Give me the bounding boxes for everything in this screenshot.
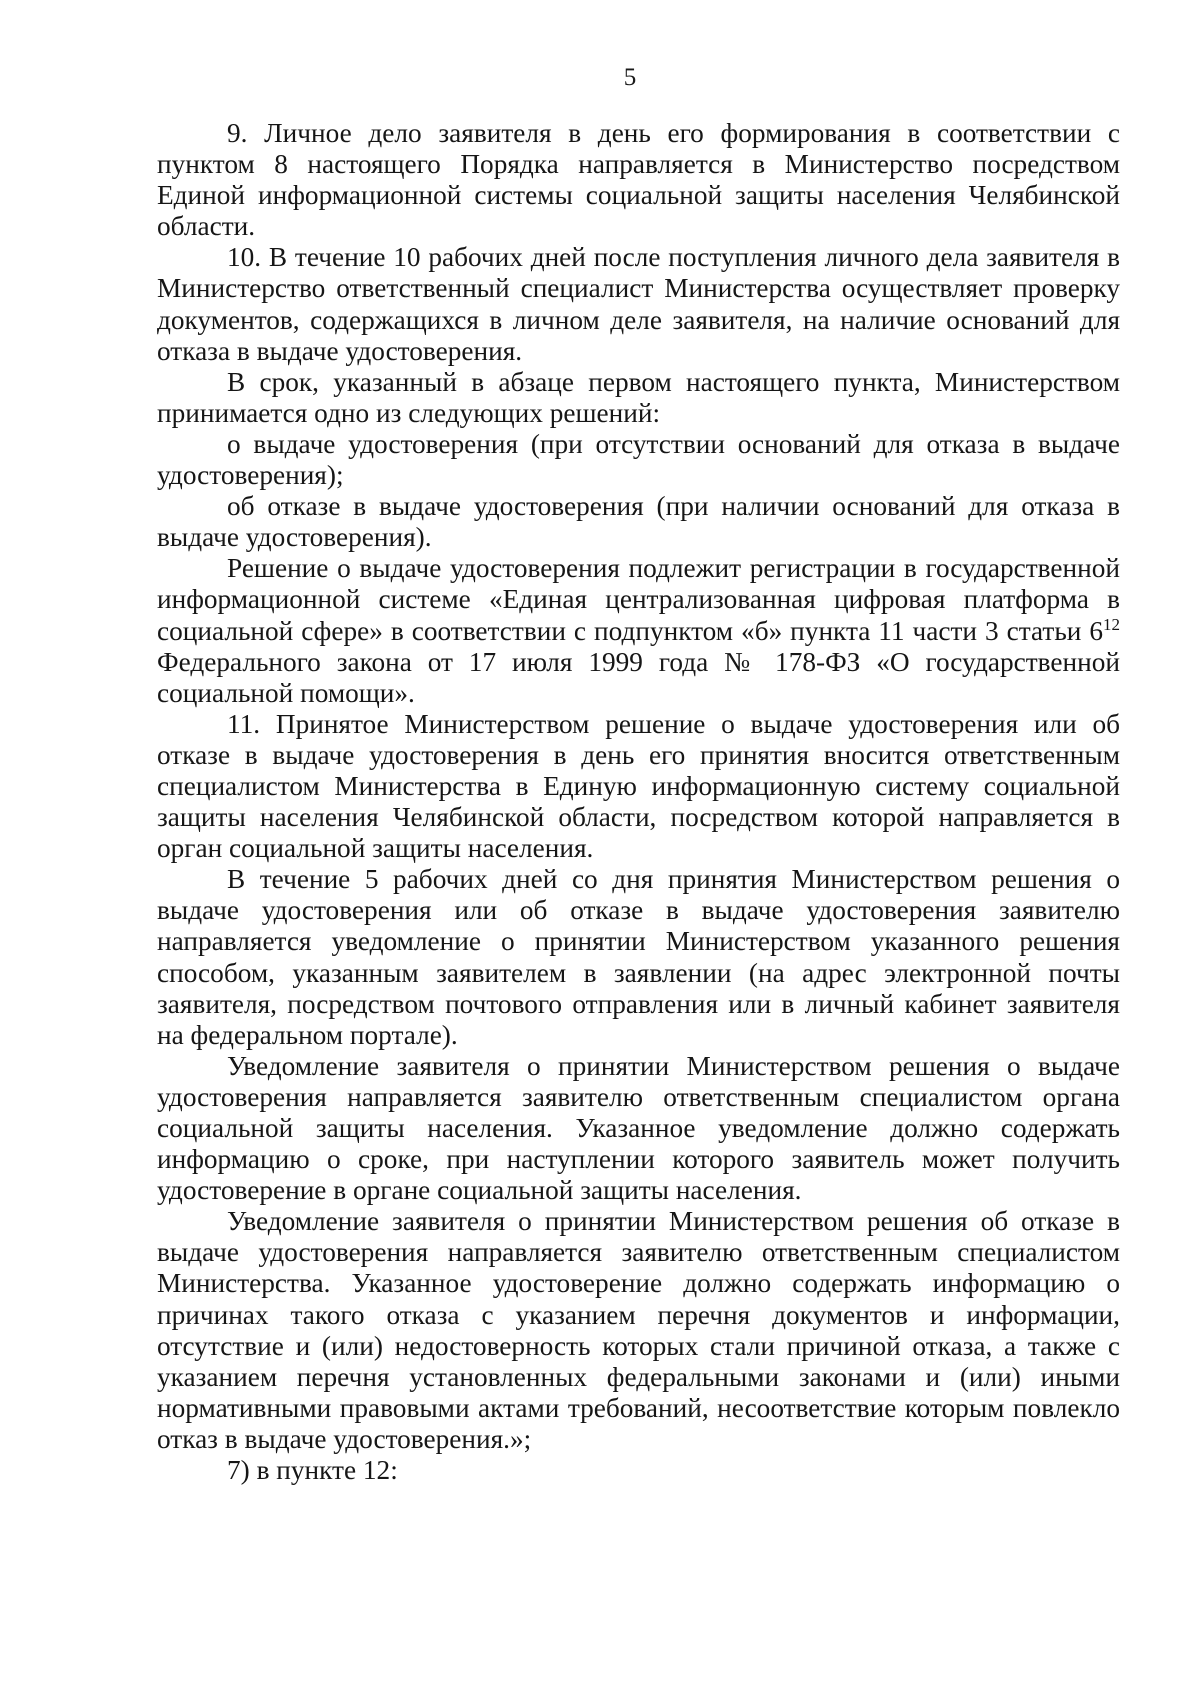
paragraph-notification-refuse: Уведомление заявителя о принятии Министерством решения об отказе в выдаче удостоверения направляется заявителю ответственным специалистом Министерства. Указанное удостоверение должно содержать информацию о причинах такого отказа с указанием перечня документов и информации, отсутствие и (или) недостоверность которых стали причиной отказа, а также с указанием перечня установленных федеральными законами и (или) иными нормативными правовыми актами требований, несоответствие которым повлекло отказ в выдаче удостоверения.»; — [157, 1206, 1120, 1454]
paragraph-decisions-intro: В срок, указанный в абзаце первом настоящего пункта, Министерством принимается одно из следующих решений: — [157, 366, 1120, 428]
paragraph-notification-issue: Уведомление заявителя о принятии Министерством решения о выдаче удостоверения направляется заявителю ответственным специалистом органа социальной защиты населения. Указанное уведомление должно содержать информацию о сроке, при наступлении которого заявитель может получить удостоверение в органе социальной защиты населения. — [157, 1050, 1120, 1206]
paragraph-item-11: 11. Принятое Министерством решение о выдаче удостоверения или об отказе в выдаче удостоверения в день его принятия вносится ответственным специалистом Министерства в Единую информационную систему социальной защиты населения Челябинской области, посредством которой направляется в орган социальной защиты населения. — [157, 708, 1120, 864]
registration-text-after: Федерального закона от 17 июля 1999 года № 178-ФЗ «О государственной социальной помощи». — [157, 646, 1120, 708]
paragraph-item-7: 7) в пункте 12: — [227, 1455, 398, 1486]
document-body — [157, 118, 1120, 1486]
paragraph-decision-refuse: об отказе в выдаче удостоверения (при наличии оснований для отказа в выдаче удостоверения). — [157, 491, 1120, 553]
registration-text-before: Решение о выдаче удостоверения подлежит регистрации в государственной информационной системе «Единая централизованная цифровая платформа в социальной сфере» в соответствии с подпунктом «б» пункта 11 части 3 статьи 6 — [157, 553, 1120, 646]
page-number: 5 — [623, 64, 637, 91]
article-superscript: 12 — [1103, 614, 1120, 634]
paragraph-decision-issue: о выдаче удостоверения (при отсутствии оснований для отказа в выдаче удостоверения); — [157, 428, 1120, 491]
paragraph-item-9: 9. Личное дело заявителя в день его формирования в соответствии с пунктом 8 настоящего Порядка направляется в Министерство посредством Единой информационной системы социальной защиты населения Челябинской области. — [157, 118, 1120, 242]
paragraph-notification-deadline: В течение 5 рабочих дней со дня принятия Министерством решения о выдаче удостоверения или об отказе в выдаче удостоверения заявителю направляется уведомление о принятии Министерством указанного решения способом, указанным заявителем в заявлении (на адрес электронной почты заявителя, посредством почтового отправления или в личный кабинет заявителя на федеральном портале). — [157, 864, 1120, 1050]
paragraph-registration — [157, 553, 1120, 708]
paragraph-item-10: 10. В течение 10 рабочих дней после поступления личного дела заявителя в Министерство ответственный специалист Министерства осуществляет проверку документов, содержащихся в личном деле заявителя, на наличие оснований для отказа в выдаче удостоверения. — [157, 242, 1120, 366]
